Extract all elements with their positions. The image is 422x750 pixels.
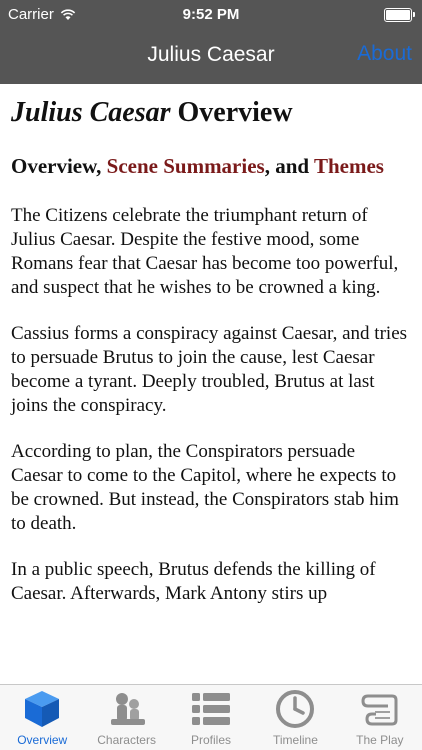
scroll-icon [358, 689, 402, 729]
tab-bar [0, 684, 422, 750]
paragraph: In a public speech, Brutus defends the killing of Caesar. Afterwards, Mark Antony stirs up [11, 559, 376, 604]
tab-label: Timeline [272, 733, 318, 747]
paragraph: The Citizens celebrate the triumphant return of Julius Caesar. Despite the festive mood, some Romans fear that Caesar has become too powerful, and suspect that he wishes to be crowned a king. [11, 205, 399, 298]
tab-label: Overview [17, 733, 68, 747]
clock-icon [273, 689, 317, 729]
people-icon [105, 689, 149, 729]
paragraph: According to plan, the Conspirators persuade Caesar to come to the Capitol, where he expects to be crowned. But instead, the Conspirators stab him to death. [11, 441, 399, 534]
tab-label: Profiles [191, 733, 232, 747]
paragraph: Cassius forms a conspiracy against Caesar, and tries to persuade Brutus to join the cause, lest Caesar become a tyrant. Deeply troubled, Brutus at last joins the conspiracy. [11, 323, 408, 416]
tab-characters[interactable] [84, 685, 168, 750]
status-time: 9:52 PM [182, 6, 240, 23]
themes-link[interactable]: Themes [313, 154, 384, 178]
carrier-label: Carrier [8, 6, 54, 23]
tab-the-play[interactable] [338, 685, 422, 750]
status-bar [0, 0, 422, 30]
scene-summaries-link[interactable]: Scene Summaries [106, 154, 265, 178]
overview-content[interactable] [0, 84, 422, 684]
battery-icon [384, 8, 412, 22]
navigation-bar [0, 30, 422, 84]
page-title-rest: Overview [170, 97, 293, 128]
tab-timeline[interactable] [253, 685, 337, 750]
nav-title: Julius Caesar [147, 43, 275, 66]
heading-text-1: Overview, [11, 154, 107, 178]
page-title [11, 96, 411, 130]
page-title-italic: Julius Caesar [11, 97, 171, 128]
tab-label: The Play [356, 733, 404, 747]
tab-overview[interactable] [0, 685, 84, 750]
section-heading [11, 150, 411, 182]
heading-text-2: , and [264, 154, 314, 178]
tab-label: Characters [97, 733, 156, 747]
list-icon [189, 689, 233, 729]
tab-profiles[interactable] [169, 685, 253, 750]
cube-icon [20, 689, 64, 729]
about-button[interactable]: About [357, 42, 412, 65]
